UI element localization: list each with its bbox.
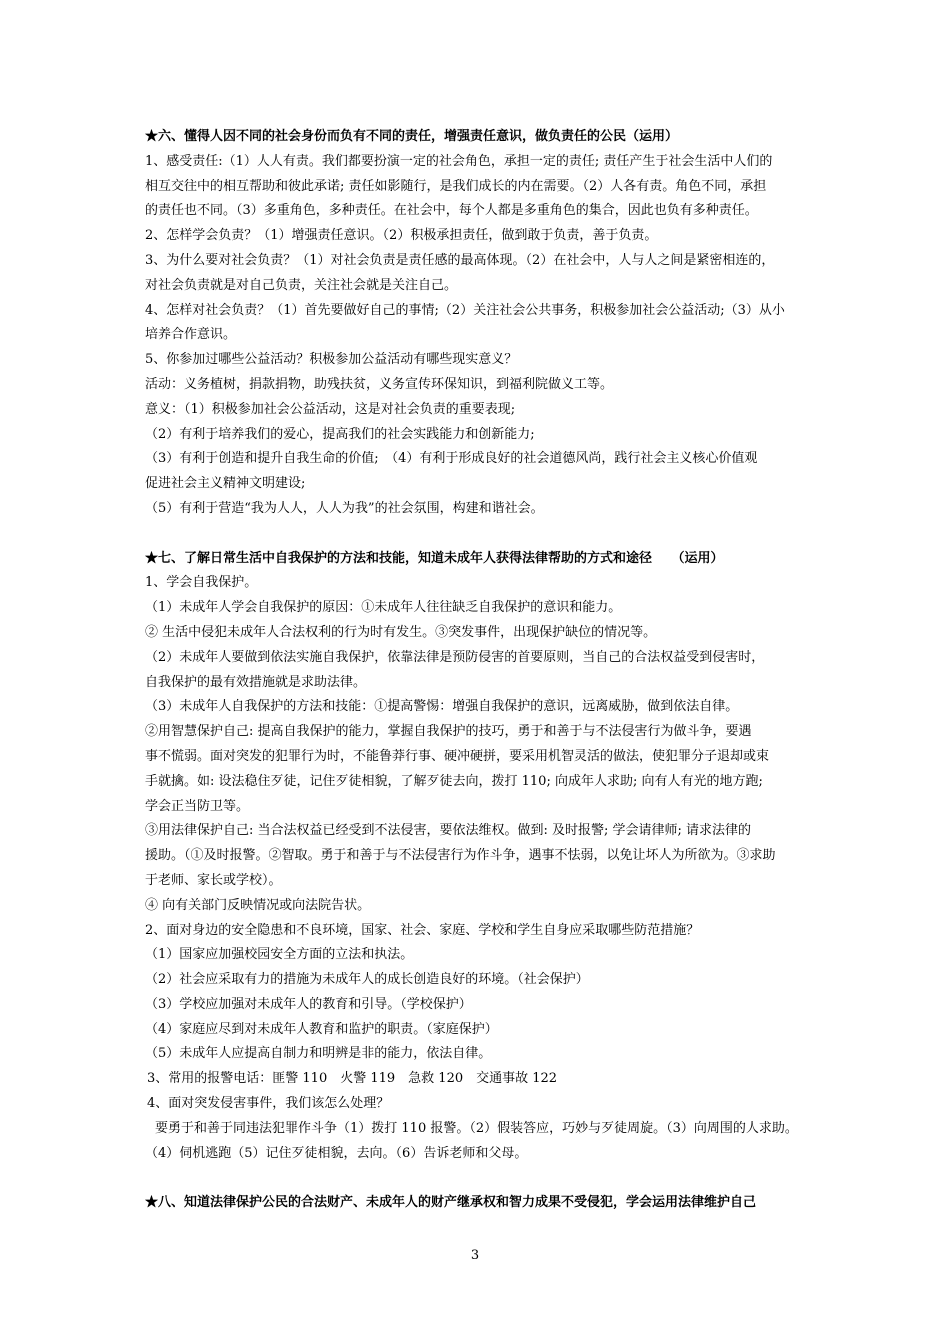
text-line: （3）有利于创造和提升自我生命的价值; （4）有利于形成良好的社会道德风尚，践行社会主义核心价值观 — [145, 451, 758, 467]
document-body — [145, 125, 813, 1216]
paragraph-gap — [145, 1166, 813, 1191]
text-line: 意义：（1）积极参加社会公益活动，这是对社会负责的重要表现; — [145, 401, 516, 417]
text-line: ③用法律保护自己: 当合法权益已经受到不法侵害，要依法维权。做到: 及时报警; 学会请律师; 请求法律的 — [145, 823, 752, 839]
text-line: 事不慌弱。面对突发的犯罪行为时，不能鲁莽行事、硬冲硬拼，要采用机智灵活的做法，使犯罪分子退却或束 — [145, 748, 770, 764]
text-line: （2）社会应采取有力的措施为未成年人的成长创造良好的环境。（社会保护） — [145, 972, 589, 988]
text-line: 学会正当防卫等。 — [145, 798, 250, 814]
text-line: 促进社会主义精神文明建设; — [145, 476, 306, 492]
text-line: （3）未成年人自我保护的方法和技能：①提高警惕：增强自我保护的意识，远离威胁，做到依法自律。 — [145, 699, 739, 715]
section-6-heading: ★六、懂得人因不同的社会身份而负有不同的责任，增强责任意识，做负责任的公民（运用） — [145, 129, 679, 144]
text-line: 1、感受责任:（1）人人有责。我们都要扮演一定的社会角色，承担一定的责任; 责任产生于社会生活中人们的 — [145, 153, 773, 169]
text-line: 的责任也不同。（3）多重角色，多种责任。在社会中，每个人都是多重角色的集合，因此也负有多种责任。 — [145, 203, 758, 219]
text-line: 1、学会自我保护。 — [145, 575, 258, 591]
text-line: （5）有利于营造“我为人人，人人为我”的社会氛围，构建和谐社会。 — [145, 500, 544, 516]
text-line: 2、怎样学会负责？（1）增强责任意识。（2）积极承担责任，做到敢于负责，善于负责。 — [145, 228, 658, 244]
text-line: ②用智慧保护自己: 提高自我保护的能力，掌握自我保护的技巧，勇于和善于与不法侵害行为做斗争，要遇 — [145, 724, 752, 740]
text-line: 5、你参加过哪些公益活动？积极参加公益活动有哪些现实意义？ — [145, 352, 518, 368]
text-line: （3）学校应加强对未成年人的教育和引导。（学校保护） — [145, 996, 472, 1012]
text-line: 对社会负责就是对自己负责，关注社会就是关注自己。 — [145, 277, 458, 293]
text-line: （5）未成年人应提高自制力和明辨是非的能力，依法自律。 — [145, 1046, 492, 1062]
section-7-heading: ★七、了解日常生活中自我保护的方法和技能，知道未成年人获得法律帮助的方式和途径 （运用） — [145, 550, 724, 566]
text-line: 4、怎样对社会负责？（1）首先要做好自己的事情;（2）关注社会公共事务，积极参加社会公益活动;（3）从小 — [145, 302, 785, 318]
text-line: （4）家庭应尽到对未成年人教育和监护的职责。（家庭保护） — [145, 1021, 498, 1037]
text-line: ④ 向有关部门反映情况或向法院告状。 — [145, 897, 371, 913]
text-line: 培养合作意识。 — [145, 327, 237, 343]
text-line: （4）伺机逃跑（5）记住歹徒相貌，去向。（6）告诉老师和父母。 — [145, 1145, 528, 1161]
text-line: （1）未成年人学会自我保护的原因：①未成年人往往缺乏自我保护的意识和能力。 — [145, 600, 622, 616]
text-line: 相互交往中的相互帮助和彼此承诺; 责任如影随行，是我们成长的内在需要。（2）人各有责。角色不同，承担 — [145, 178, 767, 194]
text-line: （1）国家应加强校园安全方面的立法和执法。 — [145, 947, 414, 963]
paragraph-gap — [145, 522, 813, 547]
page-number: 3 — [470, 1248, 480, 1263]
text-line: 于老师、家长或学校）。 — [145, 872, 282, 888]
text-line: （2）有利于培养我们的爱心，提高我们的社会实践能力和创新能力; — [145, 426, 535, 442]
text-line: 援助。（①及时报警。②智取。勇于和善于与不法侵害行为作斗争，遇事不怯弱，以免让坏人为所欲为。③求助 — [145, 848, 776, 864]
text-line: 自我保护的最有效措施就是求助法律。 — [145, 674, 367, 690]
text-line: 要勇于和善于同违法犯罪作斗争（1）拨打 110 报警。（2）假装答应，巧妙与歹徒周旋。（3）向周围的人求助。 — [155, 1120, 798, 1136]
text-line: 3、常用的报警电话：匪警 110 火警 119 急救 120 交通事故 122 — [147, 1071, 558, 1087]
text-line: 4、面对突发侵害事件，我们该怎么处理？ — [147, 1096, 390, 1112]
section-8-heading: ★八、知道法律保护公民的合法财产、未成年人的财产继承权和智力成果不受侵犯，学会运用法律维护自己 — [145, 1195, 757, 1211]
text-line: ② 生活中侵犯未成年人合法权利的行为时有发生。③突发事件，出现保护缺位的情况等。 — [145, 624, 657, 640]
text-line: （2）未成年人要做到依法实施自我保护，依靠法律是预防侵害的首要原则，当自己的合法权益受到侵害时， — [145, 649, 765, 665]
text-line: 手就擒。如: 设法稳住歹徒，记住歹徒相貌，了解歹徒去向，拨打 110; 向成年人求助; 向有人有光的地方跑; — [145, 773, 763, 789]
text-line: 2、面对身边的安全隐患和不良环境，国家、社会、家庭、学校和学生自身应采取哪些防范措施？ — [145, 922, 700, 938]
text-line: 活动：义务植树，捐款捐物，助残扶贫，义务宣传环保知识，到福利院做义工等。 — [145, 376, 614, 392]
text-line: 3、为什么要对社会负责？（1）对社会负责是责任感的最高体现。（2）在社会中，人与人之间是紧密相连的， — [145, 252, 775, 268]
